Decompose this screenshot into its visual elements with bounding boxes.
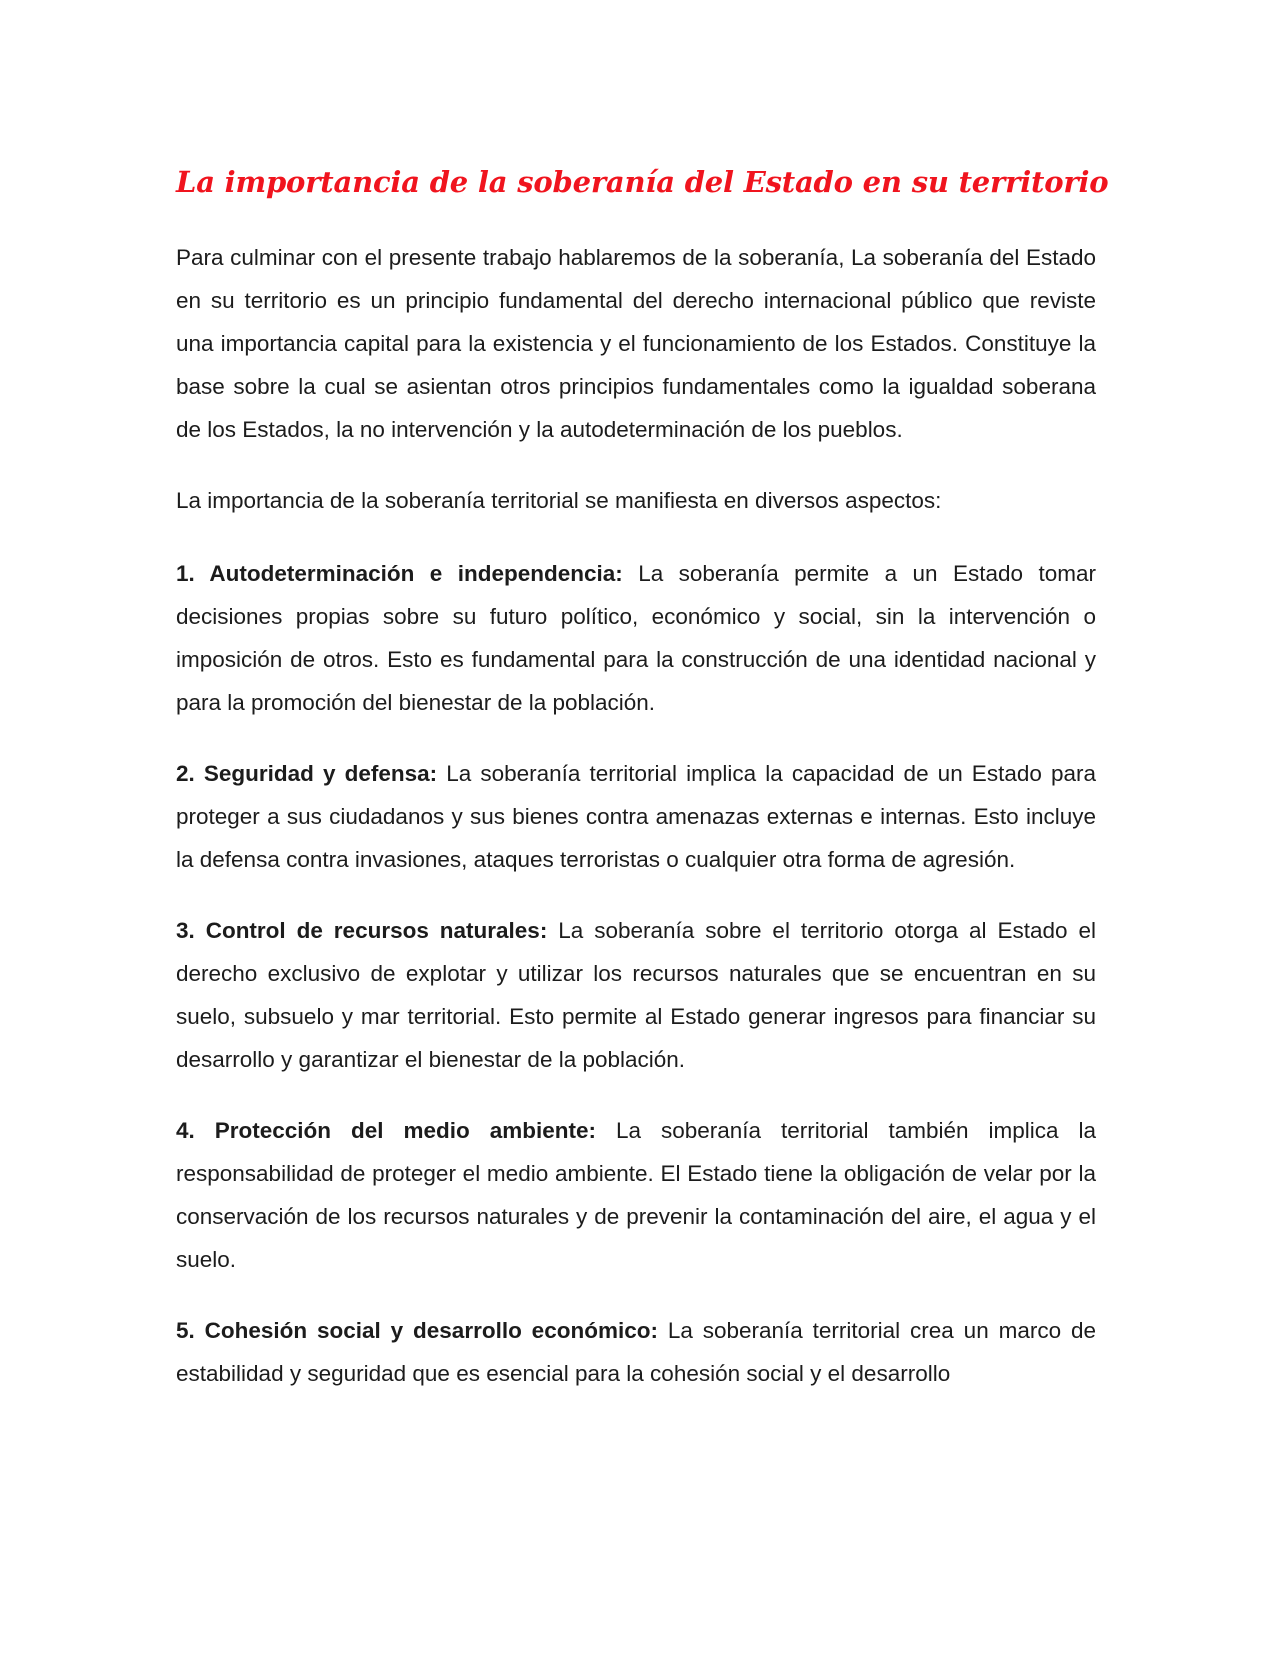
- list-item: [176, 552, 1096, 724]
- list-item: [176, 1309, 1096, 1395]
- list-item: [176, 909, 1096, 1081]
- list-item-label: 5. Cohesión social y desarrollo económico:: [176, 1318, 658, 1343]
- list-item: [176, 1109, 1096, 1281]
- list-item-text: La soberanía territorial implica la capacidad de un Estado para proteger a sus ciudadanos y sus bienes contra amenazas externas e internas. Esto incluye la defensa contra invasiones, ataques terroristas o cualquier otra forma de agresión.: [176, 761, 1096, 872]
- list-item-label: 4. Protección del medio ambiente:: [176, 1118, 596, 1143]
- intro-paragraph: Para culminar con el presente trabajo hablaremos de la soberanía, La soberanía del Estado en su territorio es un principio fundamental del derecho internacional público que reviste una importancia capital para la existencia y el funcionamiento de los Estados. Constituye la base sobre la cual se asientan otros principios fundamentales como la igualdad soberana de los Estados, la no intervención y la autodeterminación de los pueblos.: [176, 245, 1096, 442]
- list-item-label: 2. Seguridad y defensa:: [176, 761, 438, 786]
- list-item-text: La soberanía permite a un Estado tomar decisiones propias sobre su futuro político, económico y social, sin la intervención o imposición de otros. Esto es fundamental para la construcción de una identidad nacional y para la promoción del bienestar de la población.: [176, 561, 1096, 715]
- document-title: La importancia de la soberanía del Estado en su territorio: [176, 165, 1109, 199]
- lead-in-paragraph: La importancia de la soberanía territorial se manifiesta en diversos aspectos:: [176, 488, 942, 513]
- list-item: [176, 752, 1096, 881]
- list-item-text: La soberanía territorial crea un marco de estabilidad y seguridad que es esencial para la cohesión social y el desarrollo: [176, 1318, 1096, 1386]
- list-item-text: La soberanía sobre el territorio otorga al Estado el derecho exclusivo de explotar y utilizar los recursos naturales que se encuentran en su suelo, subsuelo y mar territorial. Esto permite al Estado generar ingresos para financiar su desarrollo y garantizar el bienestar de la población.: [176, 918, 1096, 1072]
- list-item-label: 1. Autodeterminación e independencia:: [176, 561, 623, 586]
- list-item-text: La soberanía territorial también implica la responsabilidad de proteger el medio ambiente. El Estado tiene la obligación de velar por la conservación de los recursos naturales y de prevenir la contaminación del aire, el agua y el suelo.: [176, 1118, 1096, 1272]
- document-body: [176, 236, 1096, 1423]
- list-item-label: 3. Control de recursos naturales:: [176, 918, 548, 943]
